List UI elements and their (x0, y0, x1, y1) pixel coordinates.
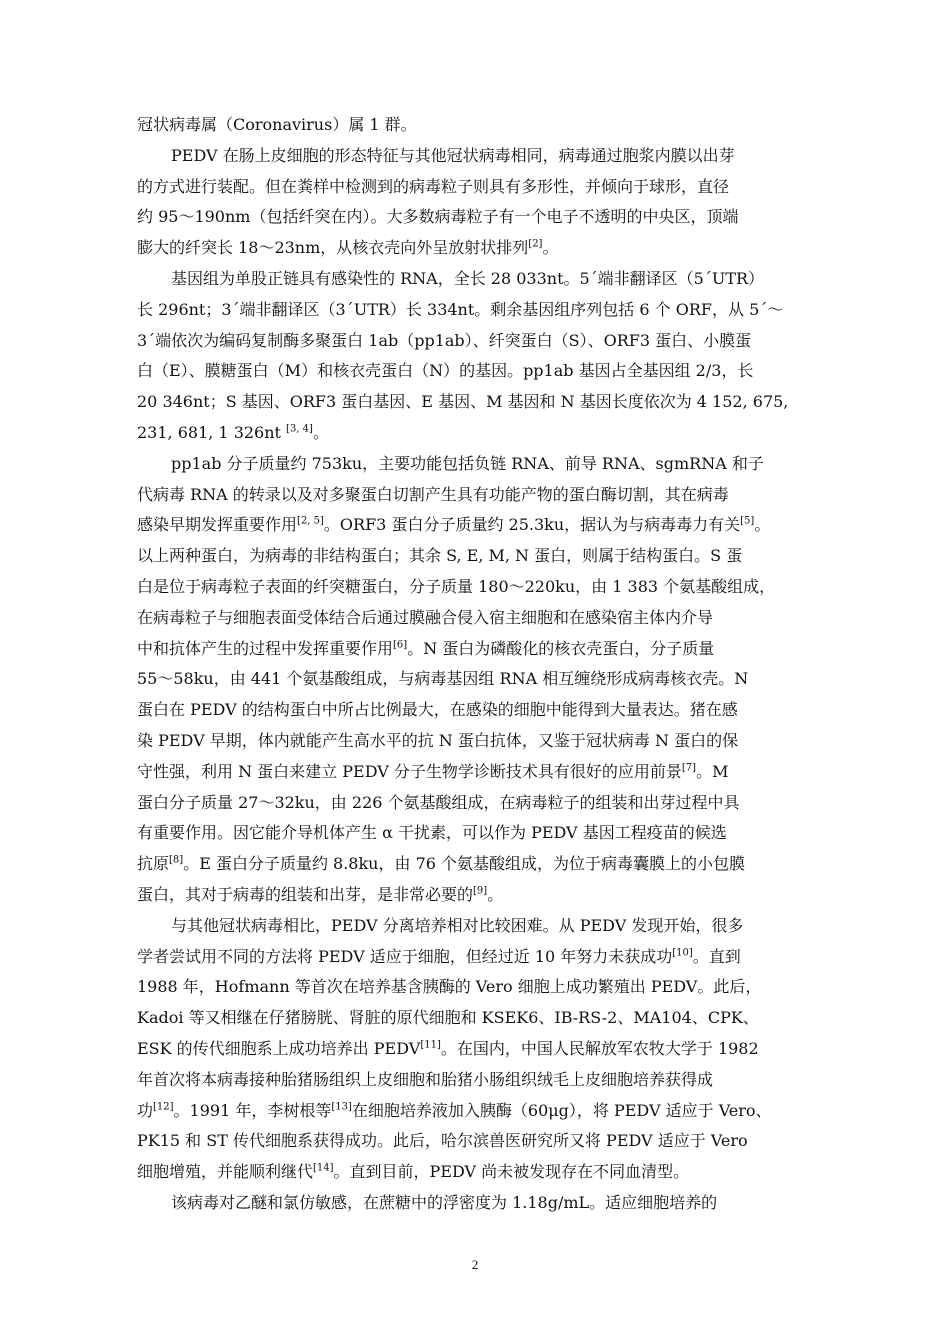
text-segment: 膨大的纤突长 18～23nm，从核衣壳向外呈放射状排列 (137, 238, 529, 258)
text-segment: 。N 蛋白为磷酸化的核衣壳蛋白，分子质量 (407, 638, 715, 658)
text-segment: 感染早期发挥重要作用 (137, 515, 298, 535)
paragraph-line (137, 757, 837, 788)
citation-ref: [14] (313, 1162, 334, 1174)
paragraph-line: 长 296nt；3´端非翻译区（3´UTR）长 334nt。剩余基因组序列包括 6 个 ORF，从 5´～ (137, 299, 784, 319)
paragraph-line: 蛋白分子质量 27～32ku，由 226 个氨基酸组成，在病毒粒子的组装和出芽过程中具 (137, 792, 740, 812)
text-segment: 。M (696, 761, 729, 781)
paragraph-line: 白（E）、膜糖蛋白（M）和核衣壳蛋白（N）的基因。pp1ab 基因占全基因组 2/3，长 (137, 361, 754, 381)
text-segment: 。 (487, 884, 504, 904)
paragraph-line (137, 1157, 837, 1188)
text-segment: 。1991 年，李树根等 (173, 1100, 332, 1120)
text-segment: 学者尝试用不同的方法将 PEDV 适应于细胞，但经过近 10 年努力未获成功 (137, 946, 673, 966)
citation-ref: [3, 4] (286, 423, 313, 435)
paragraph-line (137, 418, 837, 449)
paragraph-line (137, 510, 837, 541)
paragraph-line (137, 942, 837, 973)
paragraph-line (137, 1034, 837, 1065)
text-segment: 。直到 (692, 946, 741, 966)
paragraph-line: 该病毒对乙醚和氯仿敏感，在蔗糖中的浮密度为 1.18g/mL。适应细胞培养的 (171, 1192, 718, 1212)
paragraph-line: 有重要作用。因它能介导机体产生 α 干扰素，可以作为 PEDV 基因工程疫苗的候选 (137, 823, 727, 843)
paragraph-line: 年首次将本病毒接种胎猪肠组织上皮细胞和胎猪小肠组织绒毛上皮细胞培养获得成 (137, 1069, 714, 1089)
paragraph-line: 基因组为单股正链具有感染性的 RNA，全长 28 033nt。5´端非翻译区（5´UTR） (171, 268, 765, 288)
text-segment: ESK 的传代细胞系上成功培养出 PEDV (137, 1038, 421, 1058)
citation-ref: [11] (420, 1039, 441, 1051)
text-segment: 细胞增殖，并能顺利继代 (137, 1162, 314, 1182)
body-text (137, 110, 837, 1219)
paragraph-line: 冠状病毒属（Coronavirus）属 1 群。 (137, 115, 417, 134)
text-segment: 抗原 (137, 854, 170, 874)
paragraph-line: Kadoi 等又相继在仔猪膀胱、肾脏的原代细胞和 KSEK6、IB-RS-2、MA104、CPK、 (137, 1008, 759, 1028)
paragraph-line: 20 346nt；S 基因、ORF3 蛋白基因、E 基因、M 基因和 N 基因长度依次为 4 152, 675, (137, 392, 789, 412)
paragraph-line (137, 849, 837, 880)
text-segment: 。在国内，中国人民解放军农牧大学于 1982 (440, 1038, 759, 1058)
text-segment: 蛋白，其对于病毒的组装和出芽，是非常必要的 (137, 884, 474, 904)
paragraph-line: 染 PEDV 早期，体内就能产生高水平的抗 N 蛋白抗体，又鉴于冠状病毒 N 蛋白的保 (137, 730, 739, 750)
paragraph-line: 在病毒粒子与细胞表面受体结合后通过膜融合侵入宿主细胞和在感染宿主体内介导 (137, 607, 714, 627)
text-segment: 在细胞培养液加入胰酶（60μg），将 PEDV 适应于 Vero、 (351, 1100, 772, 1120)
paragraph-line: 代病毒 RNA 的转录以及对多聚蛋白切割产生具有功能产物的蛋白酶切割，其在病毒 (137, 484, 729, 504)
citation-ref: [2, 5] (297, 516, 324, 528)
paragraph-line: PK15 和 ST 传代细胞系获得成功。此后，哈尔滨兽医研究所又将 PEDV 适应于 Vero (137, 1131, 748, 1151)
text-segment: 。E 蛋白分子质量约 8.8ku，由 76 个氨基酸组成，为位于病毒囊膜上的小包膜 (183, 854, 746, 874)
text-segment: 。 (754, 515, 771, 535)
citation-ref: [8] (169, 854, 184, 866)
paragraph-line: 以上两种蛋白，为病毒的非结构蛋白；其余 S, E, M, N 蛋白，则属于结构蛋白。S 蛋 (137, 546, 743, 566)
citation-ref: [6] (393, 639, 408, 651)
citation-ref: [7] (681, 762, 697, 774)
text-segment: 守性强，利用 N 蛋白来建立 PEDV 分子生物学诊断技术具有很好的应用前景 (137, 761, 682, 781)
text-segment: 中和抗体产生的过程中发挥重要作用 (137, 638, 394, 658)
paragraph-line: PEDV 在肠上皮细胞的形态特征与其他冠状病毒相同，病毒通过胞浆内膜以出芽 (171, 145, 735, 165)
paragraph-line: 55～58ku，由 441 个氨基酸组成，与病毒基因组 RNA 相互缠绕形成病毒核衣壳。N (137, 669, 749, 689)
paragraph-line (137, 233, 837, 264)
citation-ref: [12] (153, 1101, 174, 1113)
text-segment: 。直到目前，PEDV 尚未被发现存在不同血清型。 (333, 1162, 690, 1182)
text-segment: 。 (312, 422, 329, 442)
paragraph-line: 蛋白在 PEDV 的结构蛋白中所占比例最大，在感染的细胞中能得到大量表达。猪在感 (137, 700, 738, 720)
paragraph-line: 3´端依次为编码复制酶多聚蛋白 1ab（pp1ab）、纤突蛋白（S）、ORF3 蛋白、小膜蛋 (137, 330, 752, 350)
paragraph-line: pp1ab 分子质量约 753ku，主要功能包括负链 RNA、前导 RNA、sgmRNA 和子 (171, 453, 764, 473)
citation-ref: [9] (473, 885, 488, 897)
text-segment: 。ORF3 蛋白分子质量约 25.3ku，据认为与病毒毒力有关 (323, 515, 741, 535)
paragraph-line (137, 634, 837, 665)
text-segment: 231, 681, 1 326nt (137, 422, 287, 442)
paragraph-line: 与其他冠状病毒相比，PEDV 分离培养相对比较困难。从 PEDV 发现开始，很多 (171, 915, 744, 935)
citation-ref: [10] (672, 947, 693, 959)
citation-ref: [13] (331, 1101, 352, 1113)
text-segment: 功 (137, 1100, 154, 1120)
paragraph-line (137, 880, 837, 911)
paragraph-line: 的方式进行装配。但在粪样中检测到的病毒粒子则具有多形性，并倾向于球形，直径 (137, 176, 730, 196)
paragraph-line (137, 1096, 837, 1127)
citation-ref: [2] (528, 238, 543, 250)
page-number: 2 (471, 1257, 479, 1272)
paragraph-line: 1988 年，Hofmann 等首次在培养基含胰酶的 Vero 细胞上成功繁殖出 PEDV。此后， (137, 977, 762, 997)
citation-ref: [5] (740, 516, 755, 528)
text-segment: 。 (542, 238, 559, 258)
paragraph-line: 白是位于病毒粒子表面的纤突糖蛋白，分子质量 180～220ku，由 1 383 个氨基酸组成， (137, 576, 776, 596)
paragraph-line: 约 95～190nm（包括纤突在内）。大多数病毒粒子有一个电子不透明的中央区，顶端 (137, 207, 739, 227)
